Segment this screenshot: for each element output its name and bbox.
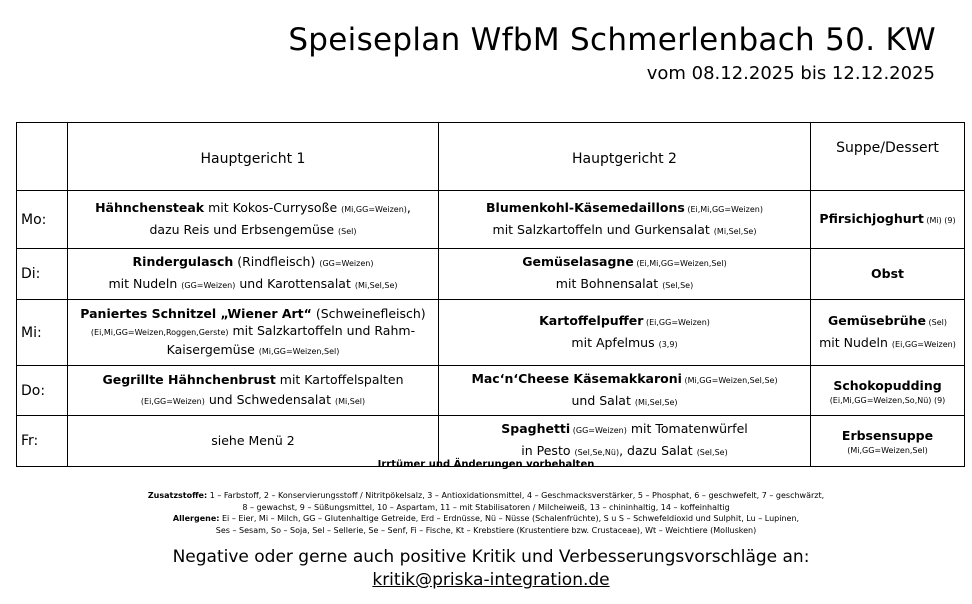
column-header-main-2: Hauptgericht 2 (439, 123, 811, 191)
day-label: Fr: (17, 416, 68, 467)
legend-notes (0, 490, 972, 536)
table-row (17, 191, 965, 249)
dish-main-2: Mac‘n‘Cheese Käsemakkaroni (Mi,GG=Weizen,Sel,Se) und Salat (Mi,Sel,Se) (439, 366, 811, 416)
page-title: Speiseplan WfbM Schmerlenbach 50. KW (288, 22, 936, 58)
dish-main-1: Paniertes Schnitzel „Wiener Art“ (Schweinefleisch) (Ei,Mi,GG=Weizen,Roggen,Gerste) mit Salzkartoffeln und Rahm- Kaisergemüse (Mi,GG=Weizen,Sel) (68, 300, 439, 366)
dish-main-2: Gemüselasagne (Ei,Mi,GG=Weizen,Sel) mit Bohnensalat (Sel,Se) (439, 249, 811, 300)
dish-main-1: siehe Menü 2 (68, 416, 439, 467)
soup-dessert: Erbsensuppe (Mi,GG=Weizen,Sel) (811, 416, 965, 467)
dish-main-1: Rindergulasch (Rindfleisch) (GG=Weizen) mit Nudeln (GG=Weizen) und Karottensalat (Mi,Sel,Se) (68, 249, 439, 300)
day-label: Mi: (17, 300, 68, 366)
column-header-main-1: Hauptgericht 1 (68, 123, 439, 191)
dish-main-1: Gegrillte Hähnchenbrust mit Kartoffelspalten (Ei,GG=Weizen) und Schwedensalat (Mi,Sel) (68, 366, 439, 416)
day-label: Di: (17, 249, 68, 300)
dish-main-1: Hähnchensteak mit Kokos-Currysoße (Mi,GG=Weizen), dazu Reis und Erbsengemüse (Sel) (68, 191, 439, 249)
feedback-text: Negative oder gerne auch positive Kritik und Verbesserungsvorschläge an: (172, 547, 810, 567)
additives-line-1: Zusatzstoffe: 1 – Farbstoff, 2 – Konservierungsstoff / Nitritpökelsalz, 3 – Antioxidationsmittel, 4 – Geschmacksverstärker, 5 – Phosphat, 6 – geschwefelt, 7 – geschwärzt, (147, 491, 825, 500)
allergens-line-2: Ses – Sesam, So – Soja, Sel – Sellerie, Se – Senf, Fi – Fische, Kt – Krebstiere (Krustentiere bzw. Crustaceae), Wt – Weichtiere (Mollusken) (215, 525, 757, 535)
day-label: Mo: (17, 191, 68, 249)
table-row (17, 300, 965, 366)
feedback-email-link[interactable]: kritik@priska-integration.de (372, 570, 610, 590)
header-row (17, 123, 965, 191)
soup-dessert: Gemüsebrühe (Sel) mit Nudeln (Ei,GG=Weizen) (811, 300, 965, 366)
dish-main-2: Blumenkohl-Käsemedaillons (Ei,Mi,GG=Weizen) mit Salzkartoffeln und Gurkensalat (Mi,Sel,Se) (439, 191, 811, 249)
day-label: Do: (17, 366, 68, 416)
soup-dessert: Schokopudding (Ei,Mi,GG=Weizen,So,Nü) (9) (811, 366, 965, 416)
allergens-line-1: Allergene: Ei – Eier, Mi – Milch, GG – Glutenhaltige Getreide, Erd – Erdnüsse, Nü – Nüsse (Schalenfrüchte), S u S – Schwefeldioxid und Sulphit, Lu – Lupinen, (172, 514, 800, 523)
disclaimer: Irrtümer und Änderungen vorbehalten (377, 459, 595, 470)
feedback (0, 546, 972, 592)
table-row (17, 249, 965, 300)
table-row (17, 366, 965, 416)
additives-line-2: 8 – gewachst, 9 – Süßungsmittel, 10 – Aspartam, 11 – mit Stabilisatoren / Milcheiweiß, 13 – chininhaltig, 14 – koffeinhaltig (242, 502, 730, 512)
column-header-day (17, 123, 68, 191)
menu-table (16, 122, 965, 467)
dish-main-2: Spaghetti (GG=Weizen) mit Tomatenwürfel in Pesto (Sel,Se,Nü), dazu Salat (Sel,Se) (439, 416, 811, 467)
soup-dessert: Pfirsichjoghurt (Mi) (9) (811, 191, 965, 249)
date-range: vom 08.12.2025 bis 12.12.2025 (646, 63, 935, 84)
column-header-soup-dessert: Suppe/Dessert (811, 123, 965, 191)
dish-main-2: Kartoffelpuffer (Ei,GG=Weizen) mit Apfelmus (3,9) (439, 300, 811, 366)
soup-dessert: Obst (811, 249, 965, 300)
